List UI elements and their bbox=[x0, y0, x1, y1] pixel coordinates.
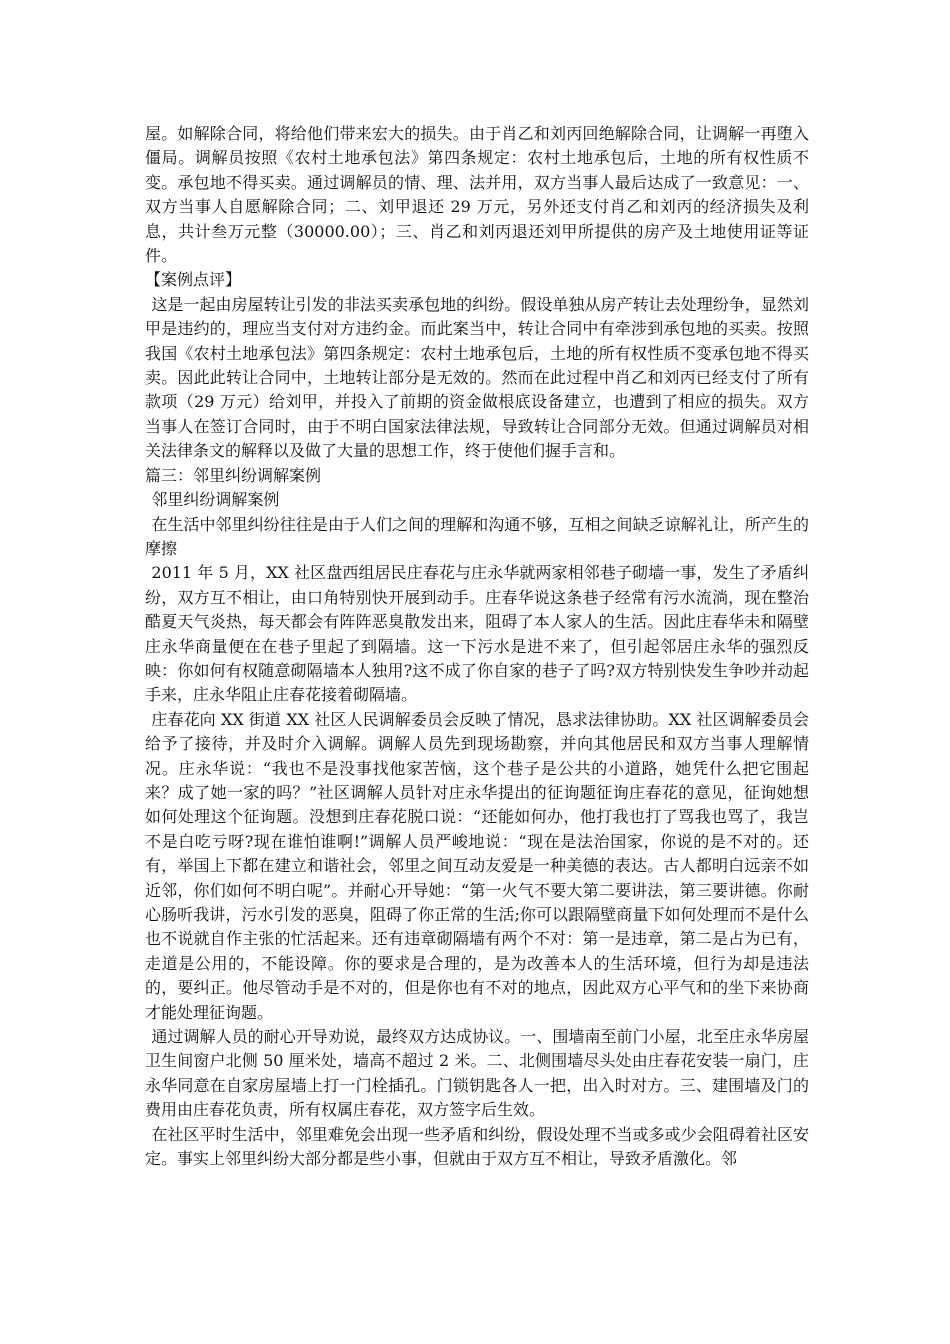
section-heading-part-three: 篇三：邻里纠纷调解案例 bbox=[145, 465, 322, 485]
paragraph-mediation-process: 庄春花向 XX 街道 XX 社区人民调解委员会反映了情况，恳求法律协助。XX 社区调解委员会给予了接待，并及时介入调解。调解人员先到现场勘察，并向其他居民和双方当事人理解情况。庄永华说：“我也不是没事找他家苦恼，这个巷子是公共的小道路，她凭什么把它围起来？成了她一家的吗？”社区调解人员针对庄永华提出的征询题征询庄春花的意见，征询她想如何处理这个征询题。没想到庄春花脱口说：“还能如何办，他打我也打了骂我也骂了，我岂不是白吃亏呀?现在谁怕谁啊!”调解人员严峻地说：“现在是法治国家，你说的是不对的。还有，举国上下都在建立和谐社会，邻里之间互动友爱是一种美德的表达。古人都明白远亲不如近邻，你们如何不明白呢”。并耐心开导她：“第一火气不要大第二要讲法，第三要讲德。你耐心肠听我讲，污水引发的恶臭，阻碍了你正常的生活;你可以跟隔壁商量下如何处理而不是什么也不说就自作主张的忙活起来。还有违章砌隔墙有两个不对：第一是违章，第二是占为已有，走道是公用的，不能设障。你的要求是合理的，是为改善本人的生活环境，但行为却是违法的，要纠正。他尽管动手是不对的，但是你也有不对的地点，因此双方心平气和的坐下来协商才能处理征询题。 bbox=[145, 709, 809, 1022]
paragraph-agreement: 通过调解人员的耐心开导劝说，最终双方达成协议。一、围墙南至前门小屋，北至庄永华房屋卫生间窗户北侧 50 厘米处，墙高不超过 2 米。二、北侧围墙尽头处由庄春花安装一扇门，庄永华同意在自家房屋墙上打一门栓插孔。门锁钥匙各人一把，出入时对方。三、建围墙及门的费用由庄春花负责，所有权属庄春花，双方签字后生效。 bbox=[145, 1027, 809, 1120]
paragraph-dispute-background: 2011 年 5 月，XX 社区盘西组居民庄春花与庄永华就两家相邻巷子砌墙一事，发生了矛盾纠纷，双方互不相让，由口角特别快开展到动手。庄春华说这条巷子经常有污水流淌，现在整治酷夏天气炎热，每天都会有阵阵恶臭散发出来，阻碍了本人家人的生活。因此庄春华未和隔壁庄永华商量便在在巷子里起了到隔墙。这一下污水是进不来了，但引起邻居庄永华的强烈反映：你如何有权随意砌隔墙本人独用?这不成了你自家的巷子了吗?双方特别快发生争吵并动起手来，庄永华阻止庄春花接着砌隔墙。 bbox=[145, 563, 809, 705]
article-title: 邻里纠纷调解案例 bbox=[151, 490, 280, 510]
section-heading-case-review: 【案例点评】 bbox=[145, 270, 242, 290]
paragraph-conclusion: 在社区平时生活中，邻里难免会出现一些矛盾和纠纷，假设处理不当或多或少会阻碍着社区安定。事实上邻里纠纷大部分都是些小事，但就由于双方互不相让，导致矛盾激化。邻 bbox=[145, 1124, 809, 1169]
paragraph-case-review: 这是一起由房屋转让引发的非法买卖承包地的纠纷。假设单独从房产转让去处理纷争，显然刘甲是违约的，理应当支付对方违约金。而此案当中，转让合同中有牵涉到承包地的买卖。按照我国《农村土地承包法》第四条规定：农村土地承包后，土地的所有权性质不变承包地不得买卖。因此此转让合同中，土地转让部分是无效的。然而在此过程中肖乙和刘丙已经支付了所有款项（29 万元）给刘甲，并投入了前期的资金做根底设备建立，也遭到了相应的损失。双方当事人在签订合同时，由于不明白国家法律法规，导致转让合同部分无效。但通过调解员对相关法律条文的解释以及做了大量的思想工作，终于使他们握手言和。 bbox=[145, 294, 809, 461]
paragraph-contract-resolution: 屋。如解除合同，将给他们带来宏大的损失。由于肖乙和刘丙回绝解除合同，让调解一再堕入僵局。调解员按照《农村土地承包法》第四条规定：农村土地承包后，土地的所有权性质不变。承包地不得买卖。通过调解员的情、理、法并用，双方当事人最后达成了一致意见：一、双方当事人自愿解除合同；二、刘甲退还 29 万元，另外还支付肖乙和刘丙的经济损失及利息，共计叁万元整（30000.00）；三、肖乙和刘丙退还刘甲所提供的房产及土地使用证等证件。 bbox=[145, 124, 809, 266]
document-body bbox=[145, 122, 809, 1171]
paragraph-intro: 在生活中邻里纠纷往往是由于人们之间的理解和沟通不够，互相之间缺乏谅解礼让，所产生的摩擦 bbox=[145, 514, 809, 558]
